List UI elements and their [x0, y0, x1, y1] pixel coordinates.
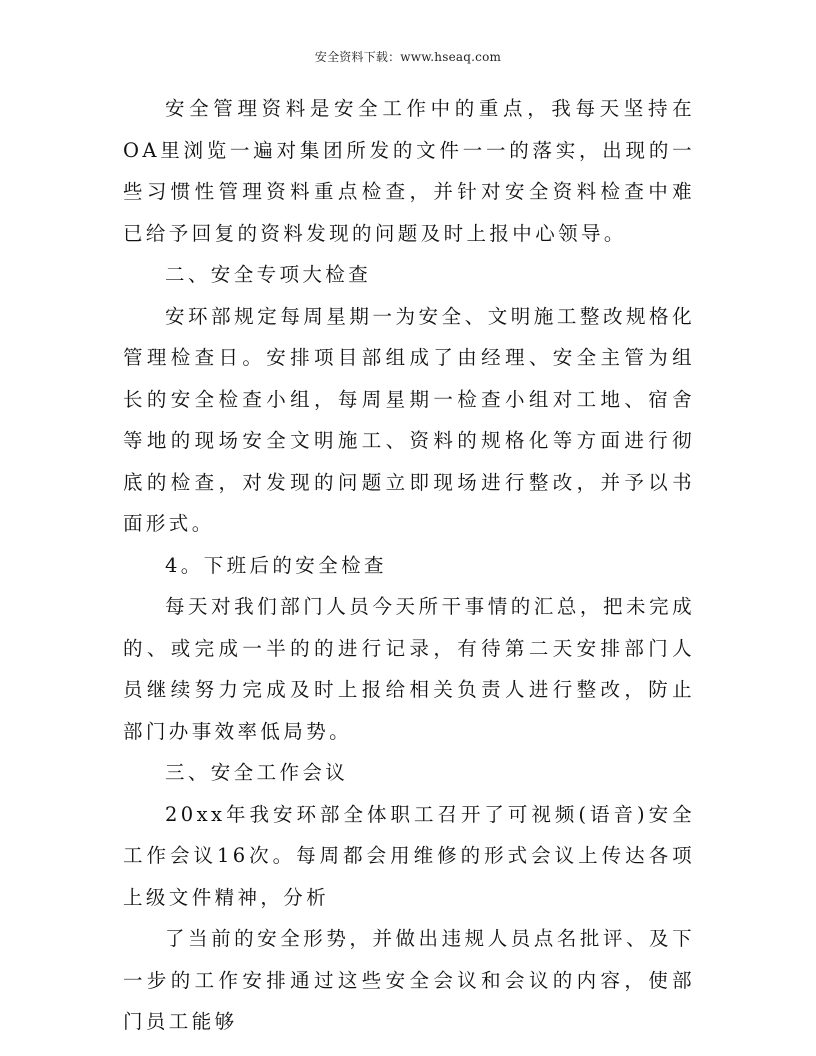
paragraph-weekly-inspection: 安环部规定每周星期一为安全、文明施工整改规格化管理检查日。安排项目部组成了由经理、安全主管为组长的安全检查小组，每周星期一检查小组对工地、宿舍等地的现场安全文明施工、资料的规格化等方面进行彻底的检查，对发现的问题立即现场进行整改，并予以书面形式。 — [123, 304, 695, 535]
page-header: 安全资料下载：www.hseaq.com — [314, 50, 502, 64]
section-heading-after-work-inspection: 4。下班后的安全检查 — [165, 553, 387, 577]
paragraph-meetings: 20xx年我安环部全体职工召开了可视频(语音)安全工作会议16次。每周都会用维修的形式会议上传达各项上级文件精神，分析 — [123, 802, 695, 909]
document-body — [123, 88, 695, 1043]
paragraph-daily-summary: 每天对我们部门人员今天所干事情的汇总，把未完成的、或完成一半的的进行记录，有待第二天安排部门人员继续努力完成及时上报给相关负责人进行整改，防止部门办事效率低局势。 — [123, 595, 695, 743]
paragraph-meeting-outcome: 了当前的安全形势，并做出违规人员点名批评、及下一步的工作安排通过这些安全会议和会议的内容，使部门员工能够 — [123, 927, 695, 1033]
section-heading-special-inspection: 二、安全专项大检查 — [165, 263, 372, 286]
section-heading-safety-meeting: 三、安全工作会议 — [165, 761, 349, 784]
paragraph-safety-records: 安全管理资料是安全工作中的重点，我每天坚持在OA里浏览一遍对集团所发的文件一一的落实，出现的一些习惯性管理资料重点检查，并针对安全资料检查中难已给予回复的资料发现的问题及时上报中心领导。 — [123, 97, 695, 245]
